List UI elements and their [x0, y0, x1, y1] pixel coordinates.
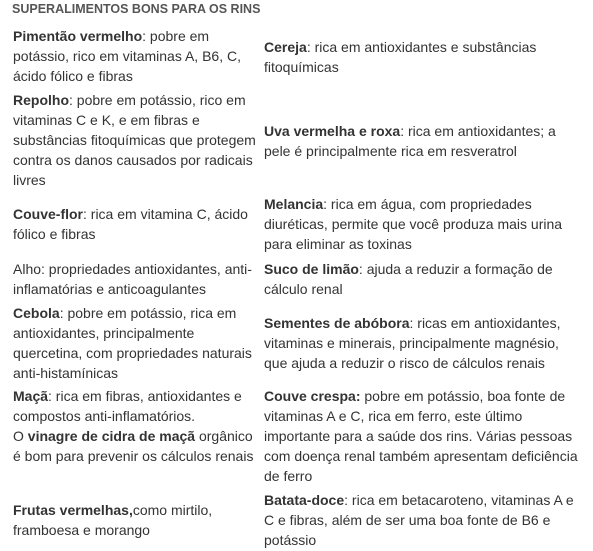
- food-description: : rica em água, com propriedades diuréticas, permite que você produza mais urina para eliminar as toxinas: [264, 196, 563, 252]
- food-description: : rica em fibras, antioxidantes e compostos anti-inflamatórios.: [13, 388, 242, 424]
- food-item-limao: [264, 259, 584, 299]
- food-term: Couve crespa:: [264, 388, 361, 404]
- food-term: Uva vermelha e roxa: [264, 123, 401, 139]
- food-term: Maçã: [13, 388, 49, 404]
- food-description: : ricas em antioxidantes, vitaminas e minerais, principalmente magnésio, que ajuda a reduzir o risco de cálculos renais: [264, 315, 561, 371]
- food-term: Couve-flor: [13, 206, 83, 222]
- food-item-batata: [264, 490, 584, 550]
- food-term: Batata-doce: [264, 492, 345, 508]
- vinagre-note: [13, 426, 258, 466]
- food-item-couvecrespa: [264, 386, 584, 486]
- vinagre-prefix: O: [13, 428, 28, 444]
- food-description: : rica em betacaroteno, vitaminas A e C e fibras, além de ser uma boa fonte de B6 e potássio: [264, 492, 574, 548]
- food-description: : pobre em potássio, rico em vitaminas C e K, e em fibras e substâncias fitoquímicas que protegem contra os danos causados por radicais livres: [13, 92, 256, 188]
- food-description: Alho: propriedades antioxidantes, anti-inflamatórias e anticoagulantes: [13, 261, 252, 297]
- food-term: vinagre de cidra de maçã: [27, 428, 196, 444]
- food-description: pobre em potássio, boa fonte de vitaminas A e C, rica em ferro, este último importante para a saúde dos rins. Várias pessoas com doença renal também apresentam deficiência de ferro: [264, 388, 578, 484]
- food-item-repolho: [13, 90, 258, 190]
- food-description: : ajuda a reduzir a formação de cálculo renal: [264, 261, 553, 297]
- food-item-alho: [13, 259, 258, 299]
- food-item-cebola: [13, 303, 258, 383]
- food-description: como mirtilo, framboesa e morango: [13, 502, 213, 538]
- food-term: Cebola: [13, 305, 60, 321]
- food-item-melancia: [264, 194, 584, 254]
- food-description: orgânico é bom para prevenir os cálculos renais: [13, 428, 254, 464]
- food-term: Suco de limão: [264, 261, 359, 277]
- food-term: Cereja: [264, 39, 307, 55]
- food-description: : pobre em potássio, rico em vitaminas A, B6, C, ácido fólico e fibras: [13, 28, 241, 84]
- food-item-abobora: [264, 313, 584, 373]
- food-item-pimentao: [13, 26, 258, 86]
- food-description: : rica em antioxidantes e substâncias fitoquímicas: [264, 39, 537, 75]
- food-term: Repolho: [13, 92, 69, 108]
- food-term: Sementes de abóbora: [264, 315, 410, 331]
- food-description: : rica em antioxidantes; a pele é principalmente rica em resveratrol: [264, 123, 556, 159]
- food-item-maca: [13, 386, 258, 466]
- food-term: Melancia: [264, 196, 324, 212]
- section-heading: SUPERALIMENTOS BONS PARA OS RINS: [12, 2, 261, 16]
- food-term: Pimentão vermelho: [13, 28, 143, 44]
- food-item-cereja: [264, 37, 584, 77]
- food-item-couveflor: [13, 204, 258, 244]
- food-term: Frutas vermelhas,: [13, 502, 133, 518]
- food-item-frutas: [13, 500, 258, 540]
- food-description: : rica em vitamina C, ácido fólico e fibras: [13, 206, 248, 242]
- food-description: : pobre em potássio, rica em antioxidantes, principalmente quercetina, com propriedades naturais anti-histamínicas: [13, 305, 252, 381]
- food-item-uva: [264, 121, 584, 161]
